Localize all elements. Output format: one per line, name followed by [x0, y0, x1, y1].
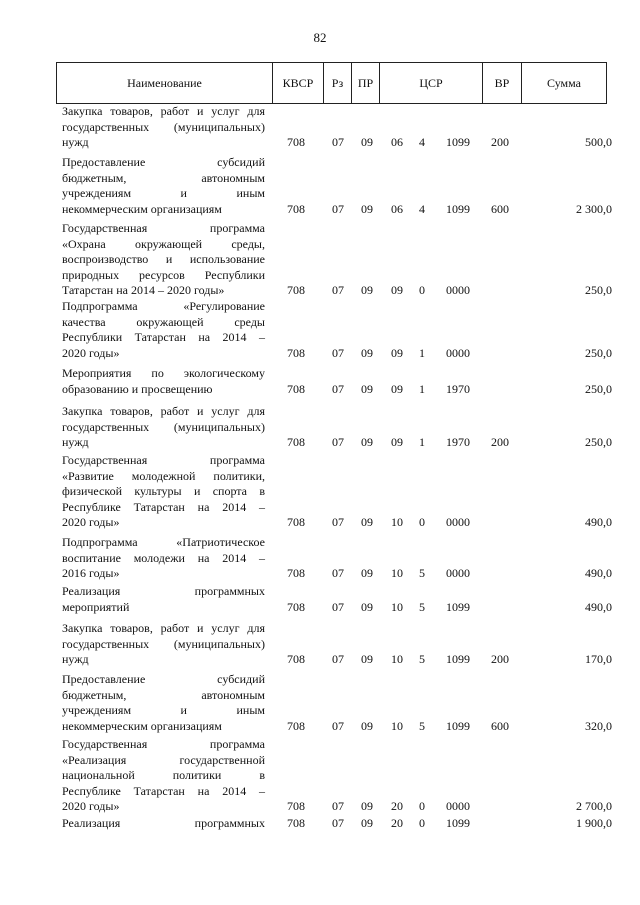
cell-kvsr: 708 [287, 515, 305, 529]
cell-pr: 09 [361, 566, 373, 580]
cell-pr: 09 [361, 816, 373, 830]
row-name-line: некоммерческим организациям [62, 718, 222, 733]
cell-csr3: 0000 [446, 283, 470, 297]
cell-csr2: 1 [419, 345, 425, 360]
header-name: Наименование [57, 63, 273, 103]
row-name-line: некоммерческим организациям [62, 201, 222, 216]
cell-vr: 200 [491, 652, 509, 666]
row-name-line: государственных (муниципальных) [62, 636, 265, 651]
cell-csr3: 1099 [446, 201, 470, 216]
cell-rz: 07 [332, 718, 344, 733]
row-name [62, 104, 265, 151]
cell-kvsr: 708 [287, 566, 305, 580]
cell-sum: 320,0 [585, 718, 612, 733]
cell-kvsr: 708 [287, 816, 305, 830]
cell-vr: 200 [491, 435, 509, 449]
row-name-line: Государственная программа [62, 737, 265, 751]
row-name-line: Республике Татарстан на 2014 – [62, 499, 265, 514]
header-vr: ВР [483, 63, 522, 103]
row-name [62, 816, 265, 832]
cell-rz: 07 [332, 652, 344, 666]
row-name [62, 672, 265, 734]
cell-pr: 09 [361, 283, 373, 297]
cell-rz: 07 [332, 135, 344, 149]
cell-kvsr: 708 [287, 381, 305, 396]
row-name-line: Закупка товаров, работ и услуг для [62, 621, 265, 635]
cell-csr3: 0000 [446, 799, 470, 813]
row-name-line: Государственная программа [62, 453, 265, 467]
cell-sum: 1 900,0 [576, 816, 612, 830]
row-name [62, 584, 265, 615]
cell-sum: 490,0 [585, 566, 612, 580]
row-name-line: «Развитие молодежной политики, [62, 468, 265, 483]
cell-pr: 09 [361, 345, 373, 360]
cell-rz: 07 [332, 515, 344, 529]
row-name-line: «Реализация государственной [62, 752, 265, 767]
row-name-line: воспитание молодежи на 2014 – [62, 550, 265, 565]
cell-csr1: 10 [391, 515, 403, 529]
cell-csr3: 0000 [446, 515, 470, 529]
cell-kvsr: 708 [287, 135, 305, 149]
cell-sum: 170,0 [585, 652, 612, 666]
cell-sum: 250,0 [585, 381, 612, 396]
cell-csr1: 10 [391, 599, 403, 614]
row-name-line: природных ресурсов Республики [62, 267, 265, 282]
cell-csr2: 1 [419, 435, 425, 449]
cell-csr2: 0 [419, 515, 425, 529]
cell-csr1: 10 [391, 566, 403, 580]
row-name-line: Республике Татарстан на 2014 – [62, 783, 265, 798]
cell-csr3: 0000 [446, 566, 470, 580]
row-name-line: Государственная программа [62, 221, 265, 235]
row-name-line: физической культуры и спорта в [62, 484, 265, 498]
cell-csr2: 5 [419, 599, 425, 614]
cell-csr3: 1099 [446, 652, 470, 666]
row-name [62, 221, 265, 299]
cell-csr3: 1099 [446, 135, 470, 149]
cell-csr1: 20 [391, 816, 403, 830]
row-name-line: 2016 годы» [62, 566, 120, 580]
row-name [62, 155, 265, 217]
header-kvsr: КВСР [273, 63, 324, 103]
cell-csr2: 0 [419, 799, 425, 813]
cell-rz: 07 [332, 799, 344, 813]
cell-kvsr: 708 [287, 599, 305, 614]
cell-rz: 07 [332, 283, 344, 297]
cell-pr: 09 [361, 135, 373, 149]
cell-rz: 07 [332, 599, 344, 614]
row-name [62, 299, 265, 361]
row-name [62, 453, 265, 531]
cell-csr2: 4 [419, 201, 425, 216]
row-name-line: бюджетным, автономным [62, 170, 265, 185]
cell-sum: 490,0 [585, 515, 612, 529]
row-name-line: Подпрограмма «Регулирование [62, 299, 265, 313]
cell-csr2: 0 [419, 283, 425, 297]
row-name-line: государственных (муниципальных) [62, 419, 265, 434]
cell-pr: 09 [361, 515, 373, 529]
cell-kvsr: 708 [287, 345, 305, 360]
row-name [62, 535, 265, 582]
row-name-line: 2020 годы» [62, 799, 120, 813]
cell-kvsr: 708 [287, 283, 305, 297]
cell-sum: 250,0 [585, 435, 612, 449]
row-name-line: Предоставление субсидий [62, 155, 265, 169]
cell-csr1: 10 [391, 652, 403, 666]
cell-csr1: 09 [391, 435, 403, 449]
cell-kvsr: 708 [287, 435, 305, 449]
row-name-line: Реализация программных [62, 584, 265, 598]
cell-kvsr: 708 [287, 718, 305, 733]
row-name [62, 404, 265, 451]
row-name-line: нужд [62, 435, 89, 449]
row-name-line: Реализация программных [62, 816, 265, 830]
row-name-line: Мероприятия по экологическому [62, 366, 265, 380]
cell-pr: 09 [361, 799, 373, 813]
cell-pr: 09 [361, 718, 373, 733]
cell-csr1: 06 [391, 135, 403, 149]
cell-rz: 07 [332, 566, 344, 580]
cell-vr: 600 [491, 718, 509, 733]
header-sum: Сумма [547, 75, 581, 90]
row-name-line: Закупка товаров, работ и услуг для [62, 104, 265, 118]
row-name-line: Республики Татарстан на 2014 – [62, 330, 265, 344]
cell-csr2: 0 [419, 816, 425, 830]
row-name-line: бюджетным, автономным [62, 687, 265, 702]
cell-csr1: 06 [391, 201, 403, 216]
cell-sum: 2 300,0 [576, 201, 612, 216]
cell-csr2: 5 [419, 652, 425, 666]
cell-pr: 09 [361, 652, 373, 666]
cell-kvsr: 708 [287, 652, 305, 666]
header-pr: ПР [352, 63, 380, 103]
cell-csr3: 1970 [446, 435, 470, 449]
row-name-line: нужд [62, 652, 89, 666]
table-header [56, 62, 607, 104]
cell-csr3: 0000 [446, 345, 470, 360]
cell-csr2: 4 [419, 135, 425, 149]
row-name-line: учреждениям и иным [62, 186, 265, 200]
cell-pr: 09 [361, 201, 373, 216]
cell-rz: 07 [332, 201, 344, 216]
cell-csr3: 1099 [446, 718, 470, 733]
cell-csr2: 5 [419, 566, 425, 580]
row-name [62, 366, 265, 397]
cell-sum: 2 700,0 [576, 799, 612, 813]
cell-sum: 500,0 [585, 135, 612, 149]
cell-csr1: 09 [391, 381, 403, 396]
row-name-line: 2020 годы» [62, 345, 120, 360]
cell-kvsr: 708 [287, 799, 305, 813]
cell-sum: 490,0 [585, 599, 612, 614]
cell-vr: 200 [491, 135, 509, 149]
cell-csr1: 09 [391, 345, 403, 360]
row-name-line: воспроизводство и использование [62, 252, 265, 266]
page-number: 82 [313, 30, 327, 45]
row-name-line: мероприятий [62, 599, 130, 614]
cell-csr3: 1099 [446, 816, 470, 830]
row-name-line: Татарстан на 2014 – 2020 годы» [62, 283, 225, 297]
cell-rz: 07 [332, 435, 344, 449]
row-name-line: «Охрана окружающей среды, [62, 236, 265, 251]
cell-pr: 09 [361, 599, 373, 614]
cell-pr: 09 [361, 381, 373, 396]
row-name-line: образованию и просвещению [62, 381, 213, 396]
cell-csr2: 1 [419, 381, 425, 396]
cell-kvsr: 708 [287, 201, 305, 216]
row-name-line: учреждениям и иным [62, 703, 265, 717]
row-name-line: Закупка товаров, работ и услуг для [62, 404, 265, 418]
row-name-line: 2020 годы» [62, 515, 120, 529]
row-name-line: Подпрограмма «Патриотическое [62, 535, 265, 549]
row-name-line: государственных (муниципальных) [62, 119, 265, 134]
cell-rz: 07 [332, 345, 344, 360]
cell-sum: 250,0 [585, 345, 612, 360]
cell-csr3: 1970 [446, 381, 470, 396]
row-name [62, 621, 265, 668]
row-name-line: национальной политики в [62, 768, 265, 782]
cell-vr: 600 [491, 201, 509, 216]
cell-pr: 09 [361, 435, 373, 449]
header-csr: ЦСР [380, 63, 483, 103]
cell-csr2: 5 [419, 718, 425, 733]
cell-rz: 07 [332, 381, 344, 396]
cell-csr1: 20 [391, 799, 403, 813]
row-name-line: Предоставление субсидий [62, 672, 265, 686]
cell-csr1: 09 [391, 283, 403, 297]
cell-csr1: 10 [391, 718, 403, 733]
row-name-line: качества окружающей среды [62, 314, 265, 329]
header-rz: Рз [324, 63, 352, 103]
row-name-line: нужд [62, 135, 89, 149]
row-name [62, 737, 265, 815]
cell-rz: 07 [332, 816, 344, 830]
cell-sum: 250,0 [585, 283, 612, 297]
cell-csr3: 1099 [446, 599, 470, 614]
